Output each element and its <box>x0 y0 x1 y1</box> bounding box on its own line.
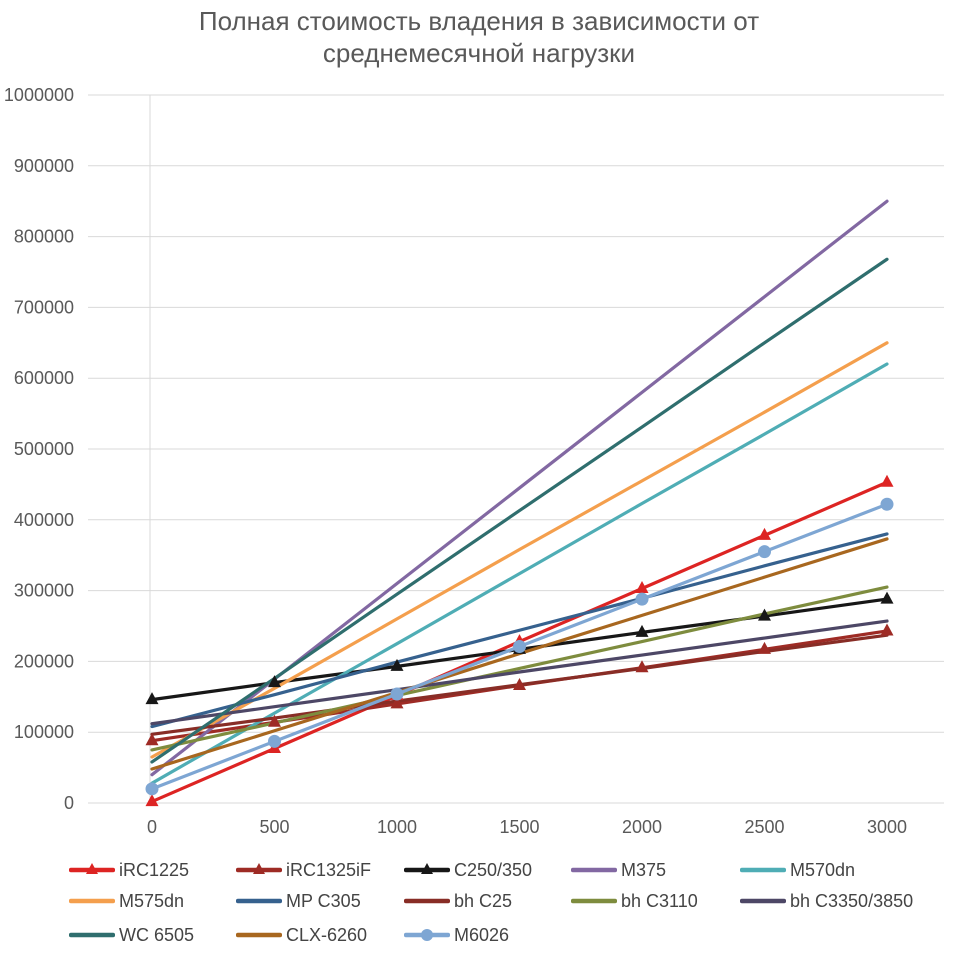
series-marker-circle <box>421 929 433 941</box>
legend-swatch <box>740 859 786 881</box>
x-tick-label: 2000 <box>621 817 663 837</box>
series-marker-triangle <box>881 475 894 487</box>
legend-label: MP C305 <box>286 890 361 911</box>
legend-item-bh-c3110 <box>571 890 698 912</box>
legend-label: bh C25 <box>454 890 513 911</box>
legend-swatch <box>236 859 282 881</box>
y-tick-label: 500000 <box>13 439 74 459</box>
series-marker-circle <box>146 782 159 795</box>
y-tick-label: 0 <box>63 793 74 813</box>
y-tick-label: 400000 <box>13 509 74 530</box>
chart-title: Полная стоимость владения в зависимости от среднемесячной нагрузки <box>198 6 760 68</box>
y-tick-label: 700000 <box>13 297 74 318</box>
legend-label: iRC1325iF <box>286 859 372 880</box>
y-tick-label: 300000 <box>13 580 74 601</box>
legend-item-irc1225 <box>69 859 189 881</box>
series-marker-circle <box>268 735 281 748</box>
legend-swatch <box>69 859 115 881</box>
series-line-bh C3110 <box>152 587 887 750</box>
legend-item-m575dn <box>69 890 184 912</box>
legend-swatch <box>404 859 450 881</box>
legend-label: iRC1225 <box>119 859 190 880</box>
legend-label: bh C3110 <box>621 890 698 911</box>
series-marker-triangle <box>881 592 894 604</box>
legend-item-bh-c25 <box>404 890 512 912</box>
x-tick-label: 500 <box>259 817 290 837</box>
x-tick-label: 0 <box>146 817 158 837</box>
legend-label: M6026 <box>454 924 510 945</box>
series-marker-circle <box>513 640 526 653</box>
legend-swatch <box>740 890 786 912</box>
legend-item-m570dn <box>740 859 855 881</box>
legend-swatch <box>404 890 450 912</box>
legend-swatch <box>69 924 115 946</box>
legend-swatch <box>69 890 115 912</box>
y-tick-label: 1000000 <box>3 85 74 105</box>
series-line-M575dn <box>152 343 887 757</box>
x-tick-label: 2500 <box>744 817 785 837</box>
y-tick-label: 600000 <box>13 368 74 389</box>
y-tick-label: 800000 <box>13 226 74 247</box>
legend-swatch <box>236 890 282 912</box>
legend-item-bh-c3350-3850 <box>740 890 913 912</box>
series-marker-circle <box>881 498 894 511</box>
y-tick-label: 100000 <box>13 722 74 743</box>
legend-label: C250/350 <box>454 859 533 880</box>
legend-label: CLX-6260 <box>286 924 368 945</box>
legend-swatch <box>236 924 282 946</box>
legend-label: WC 6505 <box>119 924 195 945</box>
x-tick-label: 1000 <box>376 817 418 837</box>
legend-swatch <box>571 890 617 912</box>
series-marker-circle <box>758 545 771 558</box>
legend-item-clx-6260 <box>236 924 367 946</box>
legend-swatch <box>571 859 617 881</box>
legend-item-m6026 <box>404 924 509 946</box>
legend-label: M570dn <box>790 859 856 880</box>
y-tick-label: 200000 <box>13 651 74 672</box>
legend-item-irc1325if <box>236 859 371 881</box>
y-tick-label: 900000 <box>13 155 74 176</box>
series-marker-circle <box>636 593 649 606</box>
legend-item-mp-c305 <box>236 890 361 912</box>
series-marker-triangle <box>881 623 894 635</box>
legend-label: M575dn <box>119 890 185 911</box>
series-marker-circle <box>391 687 404 700</box>
x-tick-label: 1500 <box>499 817 540 837</box>
legend-label: M375 <box>621 859 667 880</box>
legend-label: bh C3350/3850 <box>790 890 914 911</box>
legend-item-c250-350 <box>404 859 532 881</box>
legend-swatch <box>404 924 450 946</box>
x-tick-label: 3000 <box>866 817 908 837</box>
legend-item-m375 <box>571 859 666 881</box>
legend-item-wc-6505 <box>69 924 194 946</box>
series-line-MP C305 <box>152 534 887 727</box>
